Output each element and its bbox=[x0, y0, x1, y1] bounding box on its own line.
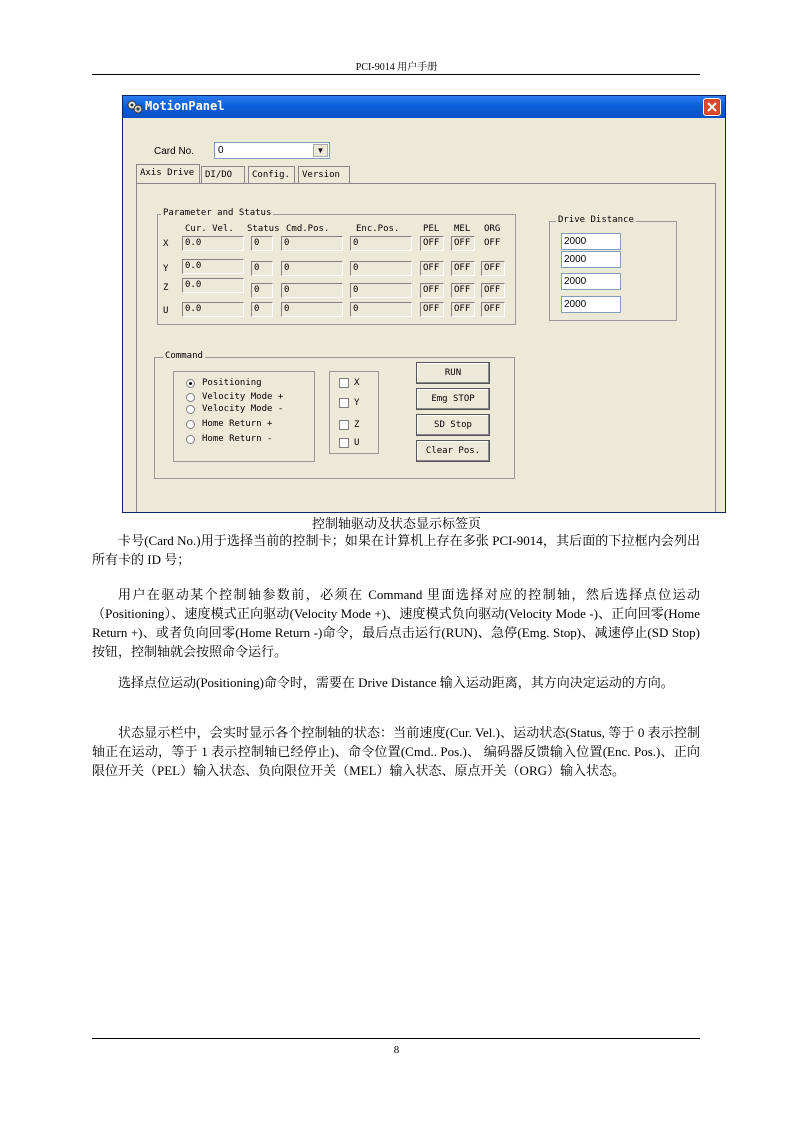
card-no-label: Card No. bbox=[154, 146, 195, 157]
axis-checkbox-z[interactable] bbox=[339, 420, 349, 430]
org-u: OFF bbox=[481, 302, 505, 317]
axis-check-label-z: Z bbox=[354, 420, 360, 430]
clear-pos-button[interactable]: Clear Pos. bbox=[416, 440, 490, 462]
axis-check-label-x: X bbox=[354, 378, 360, 388]
title-bar[interactable] bbox=[123, 96, 725, 118]
command-label: Command bbox=[165, 351, 203, 361]
mode-label-velocity-plus: Velocity Mode + bbox=[202, 392, 284, 402]
cmd-pos-y: 0 bbox=[281, 261, 343, 276]
org-x: OFF bbox=[484, 238, 501, 248]
drive-distance-y[interactable]: 2000 bbox=[561, 251, 621, 268]
axis-checkbox-u[interactable] bbox=[339, 438, 349, 448]
page-number: 8 bbox=[393, 1044, 400, 1056]
tab-version[interactable]: Version bbox=[298, 166, 350, 184]
axis-label-u: U bbox=[163, 306, 169, 316]
close-icon bbox=[704, 99, 720, 115]
mode-radio-velocity-minus[interactable] bbox=[186, 405, 195, 414]
paragraph-positioning: 选择点位运动(Positioning)命令时，需要在 Drive Distance 输入运动距离，其方向决定运动的方向。 bbox=[118, 675, 674, 690]
axis-label-z: Z bbox=[163, 283, 169, 293]
status-z: 0 bbox=[251, 283, 273, 298]
mel-y: OFF bbox=[451, 261, 475, 276]
pel-u: OFF bbox=[420, 302, 444, 317]
cmd-pos-x: 0 bbox=[281, 236, 343, 251]
pel-x: OFF bbox=[420, 236, 444, 251]
axis-label-y: Y bbox=[163, 264, 169, 274]
pel-y: OFF bbox=[420, 261, 444, 276]
paragraph-card-no: 卡号(Card No.)用于选择当前的控制卡；如果在计算机上存在多张 PCI-9014，其后面的下拉框内会列出所有卡的 ID 号； bbox=[92, 533, 700, 567]
figure-caption: 控制轴驱动及状态显示标签页 bbox=[311, 516, 481, 531]
col-enc-pos: Enc.Pos. bbox=[356, 224, 400, 234]
paragraph-command: 用户在驱动某个控制轴参数前，必须在 Command 里面选择对应的控制轴，然后选择点位运动（Positioning）、速度模式正向驱动(Velocity Mode +)、速度模式负向驱动(Velocity Mode -)、正向回零(Home Return +)、或者负向回零(Home Return -)命令，最后点击运行(RUN)、急停(Emg. Stop)、减速停止(SD Stop)按钮，控制轴就会按照命令运行。 bbox=[92, 587, 700, 659]
status-u: 0 bbox=[251, 302, 273, 317]
pel-z: OFF bbox=[420, 283, 444, 298]
drive-distance-x[interactable]: 2000 bbox=[561, 233, 621, 250]
axis-check-label-u: U bbox=[354, 438, 360, 448]
status-x: 0 bbox=[251, 236, 273, 251]
drive-distance-label: Drive Distance bbox=[558, 215, 634, 225]
close-button[interactable] bbox=[703, 98, 721, 116]
mode-radio-velocity-plus[interactable] bbox=[186, 393, 195, 402]
col-org: ORG bbox=[484, 224, 501, 234]
tab-config[interactable]: Config. bbox=[248, 166, 295, 184]
tab-di-do[interactable]: DI/DO bbox=[201, 166, 245, 184]
axis-checkbox-x[interactable] bbox=[339, 378, 349, 388]
cmd-pos-u: 0 bbox=[281, 302, 343, 317]
card-no-value: 0 bbox=[218, 145, 224, 156]
mode-radio-home-plus[interactable] bbox=[186, 420, 195, 429]
mode-label-positioning: Positioning bbox=[202, 378, 262, 388]
footer-rule bbox=[92, 1038, 700, 1039]
cur-vel-z: 0.0 bbox=[182, 278, 244, 293]
drive-distance-z[interactable]: 2000 bbox=[561, 273, 621, 290]
enc-pos-y: 0 bbox=[350, 261, 412, 276]
mode-label-velocity-minus: Velocity Mode - bbox=[202, 404, 284, 414]
tab-axis-drive[interactable]: Axis Drive bbox=[136, 164, 200, 184]
motion-panel-window bbox=[122, 95, 726, 513]
mel-z: OFF bbox=[451, 283, 475, 298]
emg-stop-button[interactable]: Emg STOP bbox=[416, 388, 490, 410]
cur-vel-y: 0.0 bbox=[182, 259, 244, 274]
col-cur-vel: Cur. Vel. bbox=[185, 224, 234, 234]
mode-label-home-plus: Home Return + bbox=[202, 419, 273, 429]
org-y: OFF bbox=[481, 261, 505, 276]
axis-label-x: X bbox=[163, 239, 169, 249]
mode-radio-positioning[interactable] bbox=[186, 379, 195, 388]
col-mel: MEL bbox=[454, 224, 471, 234]
axis-check-label-y: Y bbox=[354, 398, 360, 408]
cur-vel-u: 0.0 bbox=[182, 302, 244, 317]
mode-radio-home-minus[interactable] bbox=[186, 435, 195, 444]
enc-pos-x: 0 bbox=[350, 236, 412, 251]
enc-pos-u: 0 bbox=[350, 302, 412, 317]
cmd-pos-z: 0 bbox=[281, 283, 343, 298]
col-cmd-pos: Cmd.Pos. bbox=[286, 224, 330, 234]
col-status: Status bbox=[247, 224, 280, 234]
cur-vel-x: 0.0 bbox=[182, 236, 244, 251]
mel-u: OFF bbox=[451, 302, 475, 317]
chevron-down-icon[interactable]: ▼ bbox=[313, 144, 328, 157]
parameter-status-label: Parameter and Status bbox=[163, 208, 272, 218]
mode-label-home-minus: Home Return - bbox=[202, 434, 273, 444]
window-title: MotionPanel bbox=[145, 99, 225, 113]
org-z: OFF bbox=[481, 283, 505, 298]
sd-stop-button[interactable]: SD Stop bbox=[416, 414, 490, 436]
app-icon bbox=[127, 99, 143, 115]
drive-distance-u[interactable]: 2000 bbox=[561, 296, 621, 313]
paragraph-status: 状态显示栏中，会实时显示各个控制轴的状态：当前速度(Cur. Vel.)、运动状态(Status, 等于 0 表示控制轴正在运动，等于 1 表示控制轴已经停止)、命令位置(Cmd.. Pos.)、 编码器反馈输入位置(Enc. Pos.)、正向限位开关（PEL）输入状态、负向限位开关（MEL）输入状态、原点开关（ORG）输入状态。 bbox=[92, 725, 700, 778]
header-rule bbox=[92, 74, 700, 75]
status-y: 0 bbox=[251, 261, 273, 276]
axis-checkbox-y[interactable] bbox=[339, 398, 349, 408]
card-no-combo[interactable] bbox=[214, 142, 330, 159]
mel-x: OFF bbox=[451, 236, 475, 251]
col-pel: PEL bbox=[423, 224, 440, 234]
enc-pos-z: 0 bbox=[350, 283, 412, 298]
page-header: PCI-9014 用户手册 bbox=[355, 62, 438, 73]
run-button[interactable]: RUN bbox=[416, 362, 490, 384]
